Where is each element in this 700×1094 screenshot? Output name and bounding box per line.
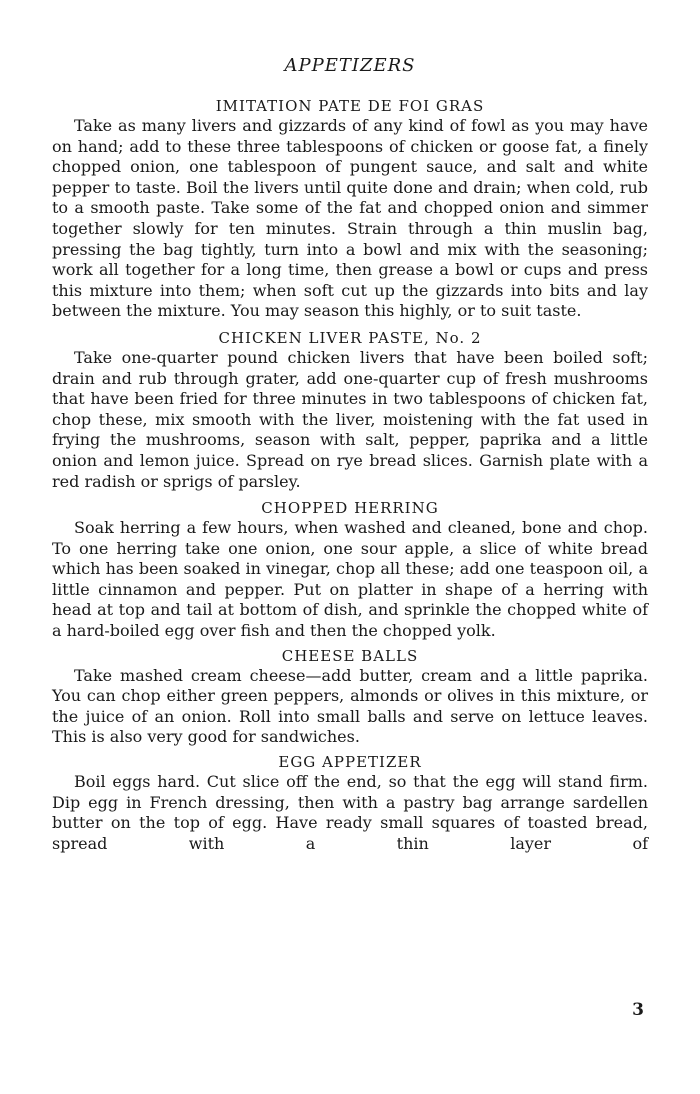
book-page xyxy=(52,54,648,854)
page-number: 3 xyxy=(632,1000,644,1020)
recipe-text: Take mashed cream cheese—add butter, cream and a little paprika. You can chop either green peppers, almonds or olives in this mixture, or the juice of an onion. Roll into small balls and serve on lettuce leaves. This is also very good for sandwiches. xyxy=(52,665,648,747)
recipe-title: IMITATION PATE DE FOI GRAS xyxy=(215,97,485,115)
running-head: APPETIZERS xyxy=(284,55,416,76)
recipe-text: Take one-quarter pound chicken livers that have been boiled soft; drain and rub through grater, add one-quarter cup of fresh mushrooms that have been fried for three minutes in two tablespoons of chicken fat, chop these, mix smooth with the liver, moistening with the fat used in frying the mushrooms, season with salt, pepper, paprika and a little onion and lemon juice. Spread on rye bread slices. Garnish plate with a red radish or sprigs of parsley. xyxy=(52,347,648,491)
recipe-section xyxy=(52,96,648,322)
recipe-title: CHEESE BALLS xyxy=(281,646,419,665)
recipe-title: EGG APPETIZER xyxy=(278,753,422,772)
recipe-section xyxy=(52,646,648,748)
recipe-title: CHOPPED HERRING xyxy=(261,499,439,518)
recipe-title: CHICKEN LIVER PASTE, No. 2 xyxy=(218,328,482,347)
recipe-text: Soak herring a few hours, when washed and cleaned, bone and chop. To one herring take one onion, one sour apple, a slice of white bread which has been soaked in vinegar, chop all these; add one teaspoon oil, a little cinnamon and pepper. Put on platter in shape of a herring with head at top and tail at bottom of dish, and sprinkle the chopped white of a hard-boiled egg over fish and then the chopped yolk. xyxy=(52,518,648,641)
recipe-text: Boil eggs hard. Cut slice off the end, so that the egg will stand firm. Dip egg in French dressing, then with a pastry bag arrange sardellen butter on the top of egg. Have ready small squares of toasted bread, spread with a thin layer of xyxy=(52,772,648,853)
recipe-section xyxy=(52,328,648,492)
recipe-section xyxy=(52,752,648,854)
recipe-section xyxy=(52,498,648,642)
recipe-text: Take as many livers and gizzards of any kind of fowl as you may have on hand; add to these three tablespoons of chicken or goose fat, a finely chopped onion, one tablespoon of pungent sauce, and salt and white pepper to taste. Boil the livers until quite done and drain; when cold, rub to a smooth paste. Take some of the fat and chopped onion and simmer together slowly for ten minutes. Strain through a thin muslin bag, pressing the bag tightly, turn into a bowl and mix with the seasoning; work all together for a long time, then grease a bowl or cups and press this mixture into them; when soft cut up the gizzards into bits and lay between the mixture. You may season this highly, or to suit taste. xyxy=(52,116,648,321)
